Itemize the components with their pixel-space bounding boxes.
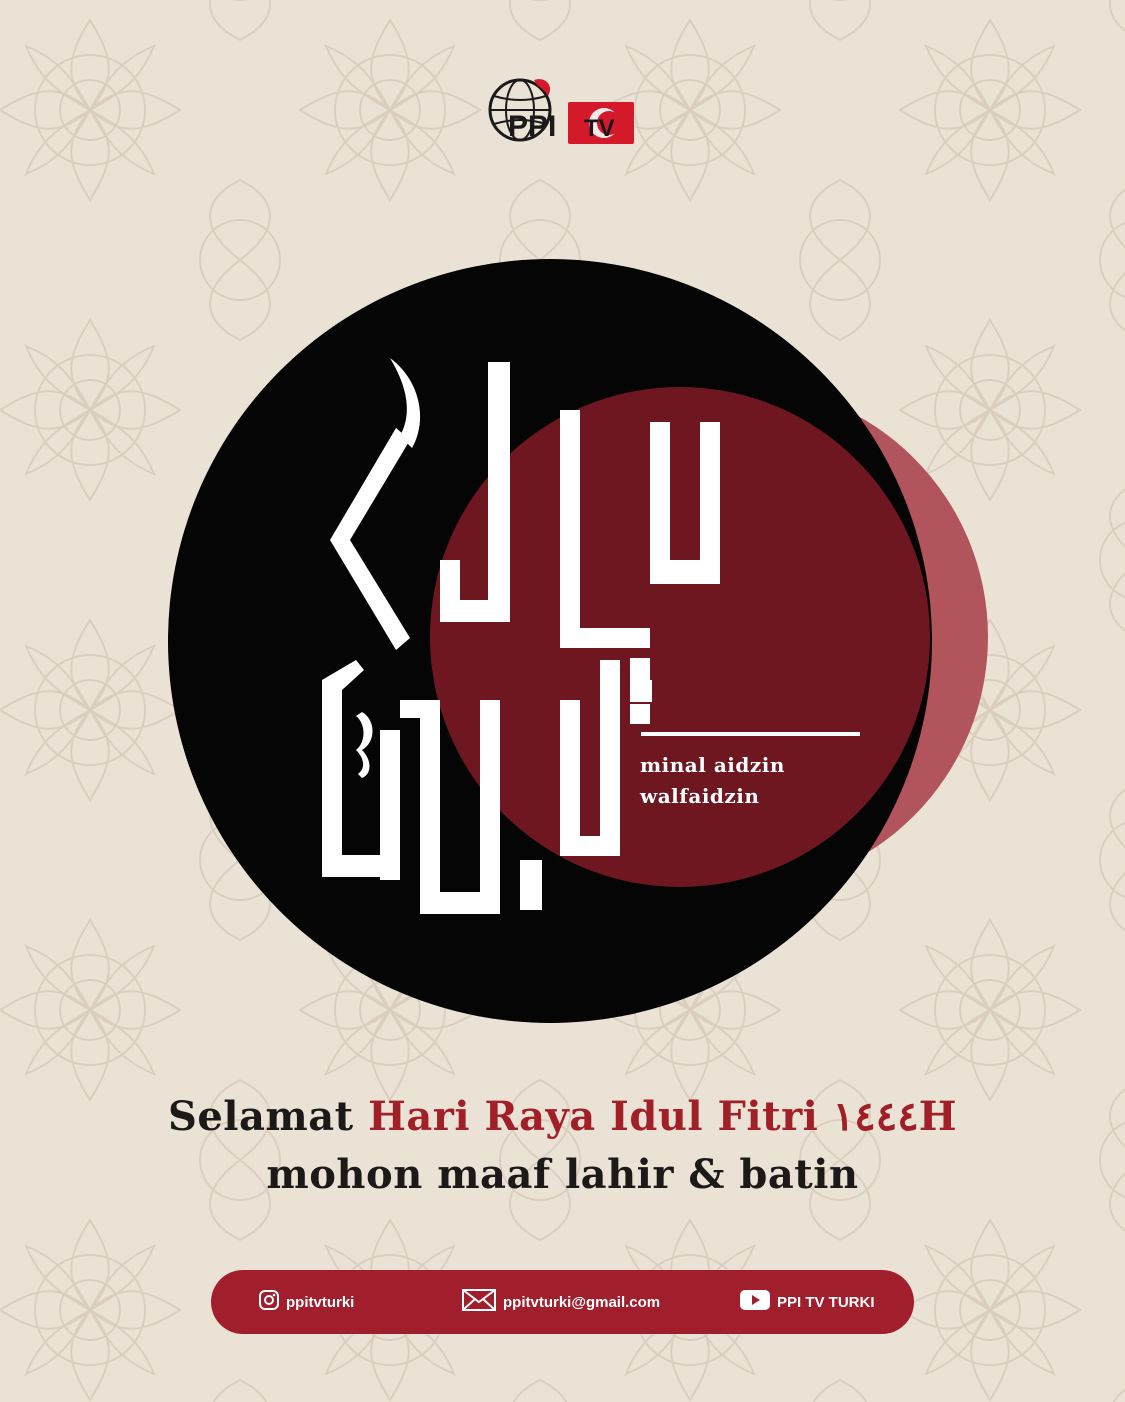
- greeting-accent: Hari Raya Idul Fitri ١٤٤٤H: [368, 1093, 958, 1140]
- logo-sub-text: TV: [584, 115, 615, 142]
- email-contact[interactable]: [461, 1270, 660, 1334]
- instagram-contact[interactable]: [258, 1270, 354, 1334]
- contact-bar: [211, 1270, 914, 1334]
- instagram-handle: ppitvturki: [286, 1293, 355, 1311]
- greeting-block: [0, 1088, 1125, 1204]
- youtube-contact[interactable]: [739, 1270, 875, 1334]
- greeting-line-2: mohon maaf lahir & batin: [266, 1151, 859, 1198]
- email-address: ppitvturki@gmail.com: [503, 1293, 661, 1311]
- subtitle-line-1: minal aidzin: [640, 753, 785, 777]
- instagram-icon: [258, 1289, 280, 1315]
- greeting-line-1: [0, 1088, 1125, 1146]
- greeting-plain: Selamat: [167, 1093, 369, 1140]
- subtitle-line-2: walfaidzin: [640, 784, 760, 808]
- subtitle-block: [640, 750, 785, 812]
- mail-icon: [461, 1288, 497, 1316]
- youtube-icon: [739, 1289, 771, 1315]
- youtube-channel: PPI TV TURKI: [777, 1293, 875, 1311]
- calligraphy-strokes: [322, 358, 720, 914]
- logo-main-text: PPI: [508, 110, 557, 143]
